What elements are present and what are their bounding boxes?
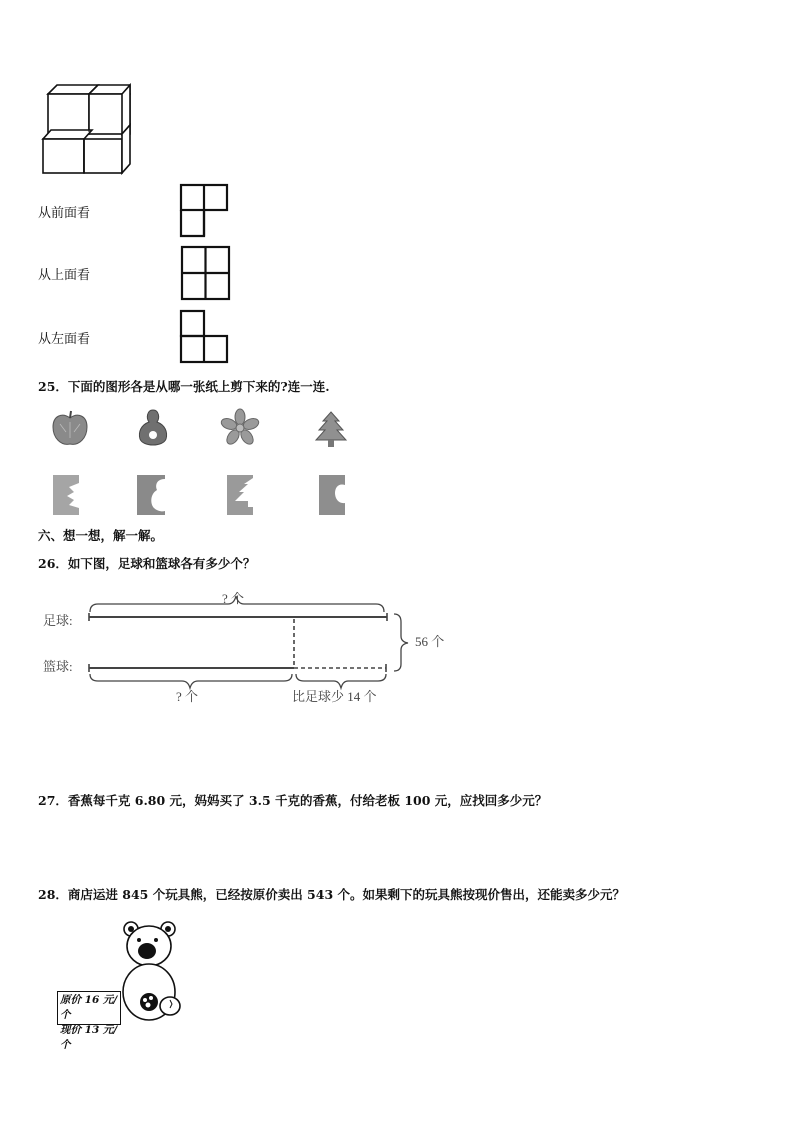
football-unknown-label: ? 个 bbox=[222, 591, 245, 606]
teddy-bear-illustration bbox=[118, 920, 184, 1026]
question-26: 26．如下图，足球和篮球各有多少个？ bbox=[38, 556, 256, 571]
original-price-text: 原价 16 元/个 bbox=[60, 994, 118, 1021]
question-25: 25．下面的图形各是从哪一张纸上剪下来的?连一连. bbox=[38, 379, 330, 394]
difference-label: 比足球少 14 个 bbox=[292, 689, 377, 704]
section-6-title: 六、想一想，解一解。 bbox=[38, 528, 164, 543]
current-price-text: 现价 13 元/个 bbox=[60, 1024, 118, 1051]
basketball-unknown-label: ? 个 bbox=[176, 689, 199, 704]
question-27: 27．香蕉每千克 6.80 元，妈妈买了 3.5 千克的香蕉，付给老板 100 元，应找回多少元？ bbox=[38, 793, 548, 808]
view-label-front: 从前面看 bbox=[38, 206, 91, 221]
football-label: 足球: bbox=[43, 613, 73, 628]
total-label: 56 个 bbox=[415, 634, 445, 649]
basketball-label: 篮球: bbox=[43, 659, 73, 674]
view-label-top: 从上面看 bbox=[38, 268, 91, 283]
question-28: 28．商店运进 845 个玩具熊，已经按原价卖出 543 个。如果剩下的玩具熊按现价售出，还能卖多少元？ bbox=[38, 887, 625, 902]
price-sign bbox=[57, 991, 121, 1051]
view-label-left: 从左面看 bbox=[38, 332, 91, 347]
